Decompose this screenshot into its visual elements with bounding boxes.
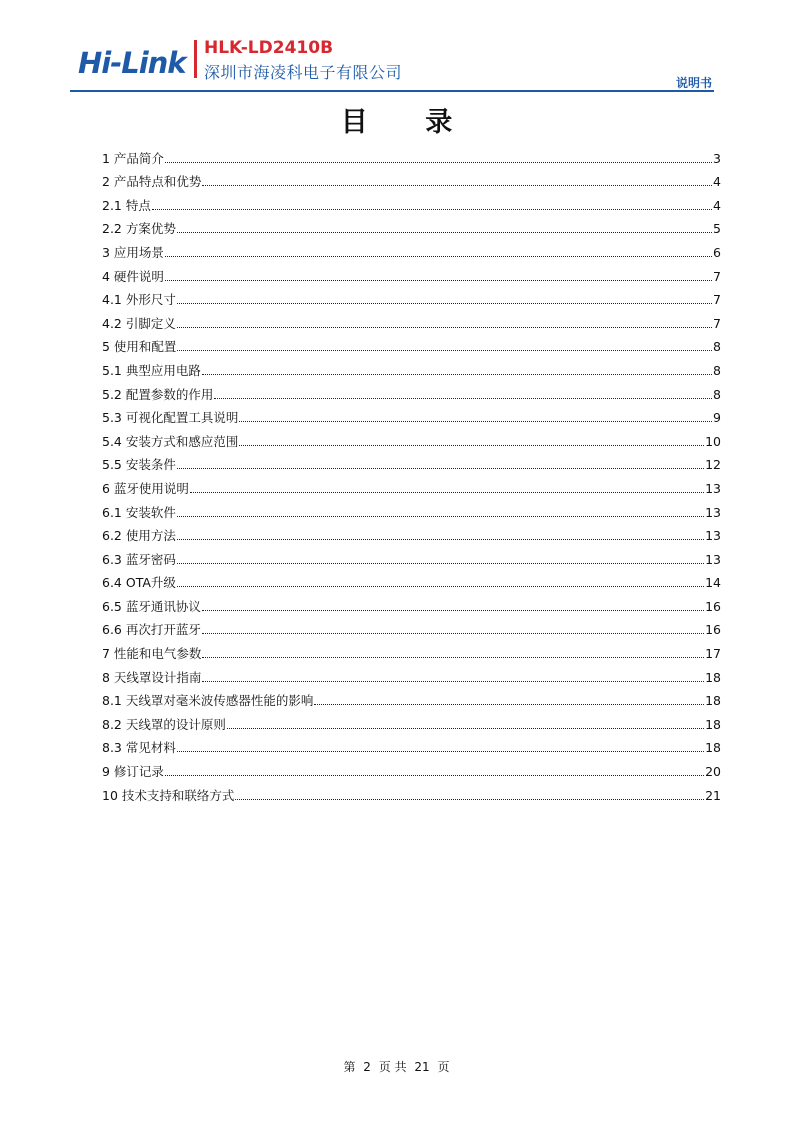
toc-leader-dots bbox=[214, 398, 712, 399]
toc-entry[interactable] bbox=[102, 403, 721, 427]
toc-entry-page: 8 bbox=[713, 339, 721, 355]
toc-entry[interactable] bbox=[102, 332, 721, 356]
toc-entry[interactable] bbox=[102, 709, 721, 733]
toc-entry[interactable] bbox=[102, 426, 721, 450]
page-footer bbox=[0, 1058, 793, 1075]
toc-entry[interactable] bbox=[102, 167, 721, 191]
toc-entry[interactable] bbox=[102, 285, 721, 309]
toc-entry-page: 13 bbox=[705, 480, 721, 496]
toc-entry[interactable] bbox=[102, 355, 721, 379]
toc-entry[interactable] bbox=[102, 756, 721, 780]
toc-entry[interactable] bbox=[102, 521, 721, 545]
toc-leader-dots bbox=[235, 799, 704, 800]
toc-leader-dots bbox=[190, 492, 704, 493]
toc-entry-title: 6.1 安装软件 bbox=[102, 504, 176, 520]
toc-entry[interactable] bbox=[102, 190, 721, 214]
toc-entry-title: 8.2 天线罩的设计原则 bbox=[102, 716, 226, 732]
toc-entry-title: 6.6 再次打开蓝牙 bbox=[102, 622, 201, 638]
toc-entry[interactable] bbox=[102, 497, 721, 521]
toc-entry-title: 2 产品特点和优势 bbox=[102, 174, 202, 190]
toc-leader-dots bbox=[177, 539, 704, 540]
toc-entry-title: 10 技术支持和联络方式 bbox=[102, 787, 235, 803]
toc-leader-dots bbox=[152, 209, 712, 210]
toc-entry-page: 8 bbox=[713, 362, 721, 378]
toc-leader-dots bbox=[202, 185, 712, 186]
toc-entry[interactable] bbox=[102, 214, 721, 238]
hi-link-logo: Hi-Link bbox=[78, 46, 186, 80]
toc-leader-dots bbox=[239, 421, 712, 422]
toc-leader-dots bbox=[177, 563, 704, 564]
toc-entry[interactable] bbox=[102, 591, 721, 615]
toc-entry-title: 4 硬件说明 bbox=[102, 268, 164, 284]
toc-entry-page: 3 bbox=[713, 150, 721, 166]
toc-entry[interactable] bbox=[102, 780, 721, 804]
toc-entry-title: 5.1 典型应用电路 bbox=[102, 362, 201, 378]
header-rule bbox=[70, 90, 714, 92]
footer-total-pages: 21 bbox=[414, 1060, 430, 1074]
toc-entry-page: 7 bbox=[713, 292, 721, 308]
toc-entry[interactable] bbox=[102, 143, 721, 167]
toc-entry-page: 4 bbox=[713, 197, 721, 213]
toc-entry[interactable] bbox=[102, 686, 721, 710]
toc-leader-dots bbox=[177, 586, 704, 587]
toc-entry-page: 8 bbox=[713, 386, 721, 402]
toc-entry-title: 2.1 特点 bbox=[102, 197, 151, 213]
toc-leader-dots bbox=[202, 374, 712, 375]
toc-entry[interactable] bbox=[102, 261, 721, 285]
footer-prefix: 第 bbox=[343, 1060, 356, 1074]
toc-entry-page: 16 bbox=[705, 622, 721, 638]
footer-current-page: 2 bbox=[363, 1060, 371, 1074]
toc-entry-title: 4.1 外形尺寸 bbox=[102, 292, 176, 308]
toc-entry-page: 18 bbox=[705, 716, 721, 732]
toc-entry-title: 6.5 蓝牙通讯协议 bbox=[102, 598, 201, 614]
toc-entry-page: 21 bbox=[705, 787, 721, 803]
toc-entry[interactable] bbox=[102, 379, 721, 403]
toc-entry-title: 7 性能和电气参数 bbox=[102, 646, 202, 662]
toc-entry[interactable] bbox=[102, 662, 721, 686]
toc-entry-page: 17 bbox=[705, 646, 721, 662]
toc-entry[interactable] bbox=[102, 473, 721, 497]
toc-leader-dots bbox=[227, 728, 704, 729]
toc-entry-page: 13 bbox=[705, 551, 721, 567]
toc-leader-dots bbox=[165, 280, 712, 281]
toc-entry-page: 7 bbox=[713, 268, 721, 284]
toc-leader-dots bbox=[177, 303, 712, 304]
toc-entry-title: 3 应用场景 bbox=[102, 244, 164, 260]
toc-entry[interactable] bbox=[102, 615, 721, 639]
footer-mid: 页 共 bbox=[378, 1060, 407, 1074]
toc-entry-title: 5.3 可视化配置工具说明 bbox=[102, 410, 239, 426]
toc-entry-title: 5.4 安装方式和感应范围 bbox=[102, 433, 239, 449]
toc-leader-dots bbox=[239, 445, 704, 446]
document-type: 说明书 bbox=[675, 76, 712, 90]
header-divider-bar bbox=[194, 40, 197, 78]
toc-entry-title: 9 修订记录 bbox=[102, 764, 164, 780]
toc-entry-title: 6 蓝牙使用说明 bbox=[102, 480, 189, 496]
toc-entry-page: 18 bbox=[705, 740, 721, 756]
table-of-contents bbox=[102, 143, 721, 804]
toc-entry-title: 8.3 常见材料 bbox=[102, 740, 176, 756]
toc-entry-page: 13 bbox=[705, 504, 721, 520]
toc-entry-title: 8 天线罩设计指南 bbox=[102, 669, 202, 685]
toc-entry-page: 18 bbox=[705, 669, 721, 685]
toc-entry-title: 5 使用和配置 bbox=[102, 339, 177, 355]
toc-entry-title: 6.4 OTA升级 bbox=[102, 575, 176, 591]
toc-leader-dots bbox=[177, 232, 712, 233]
toc-entry-title: 2.2 方案优势 bbox=[102, 221, 176, 237]
toc-entry-title: 5.5 安装条件 bbox=[102, 457, 176, 473]
toc-leader-dots bbox=[177, 327, 712, 328]
toc-entry-title: 1 产品简介 bbox=[102, 150, 164, 166]
toc-leader-dots bbox=[165, 775, 704, 776]
toc-leader-dots bbox=[202, 633, 704, 634]
toc-entry-page: 7 bbox=[713, 315, 721, 331]
company-name: 深圳市海凌科电子有限公司 bbox=[204, 63, 403, 82]
toc-entry-page: 9 bbox=[713, 410, 721, 426]
toc-entry-page: 14 bbox=[705, 575, 721, 591]
page-title: 目 录 bbox=[340, 107, 477, 138]
toc-entry[interactable] bbox=[102, 733, 721, 757]
toc-entry-title: 6.2 使用方法 bbox=[102, 528, 176, 544]
toc-entry[interactable] bbox=[102, 237, 721, 261]
toc-leader-dots bbox=[165, 256, 712, 257]
toc-entry-page: 12 bbox=[705, 457, 721, 473]
toc-entry-page: 5 bbox=[713, 221, 721, 237]
toc-entry-page: 4 bbox=[713, 174, 721, 190]
footer-suffix: 页 bbox=[437, 1060, 450, 1074]
toc-entry-page: 6 bbox=[713, 244, 721, 260]
toc-leader-dots bbox=[165, 162, 712, 163]
toc-entry[interactable] bbox=[102, 544, 721, 568]
toc-entry[interactable] bbox=[102, 568, 721, 592]
toc-leader-dots bbox=[177, 751, 704, 752]
product-model: HLK-LD2410B bbox=[204, 38, 334, 58]
toc-leader-dots bbox=[202, 681, 704, 682]
toc-entry[interactable] bbox=[102, 308, 721, 332]
toc-leader-dots bbox=[177, 350, 712, 351]
toc-entry-page: 18 bbox=[705, 693, 721, 709]
toc-entry[interactable] bbox=[102, 450, 721, 474]
toc-entry-page: 13 bbox=[705, 528, 721, 544]
toc-leader-dots bbox=[177, 516, 704, 517]
toc-leader-dots bbox=[202, 657, 704, 658]
toc-entry-title: 4.2 引脚定义 bbox=[102, 315, 176, 331]
toc-entry-title: 5.2 配置参数的作用 bbox=[102, 386, 214, 402]
toc-leader-dots bbox=[177, 468, 704, 469]
toc-entry-page: 10 bbox=[705, 433, 721, 449]
toc-entry-page: 20 bbox=[705, 764, 721, 780]
page-header bbox=[78, 38, 714, 92]
toc-entry-title: 8.1 天线罩对毫米波传感器性能的影响 bbox=[102, 693, 314, 709]
toc-entry-title: 6.3 蓝牙密码 bbox=[102, 551, 176, 567]
toc-entry-page: 16 bbox=[705, 598, 721, 614]
toc-entry[interactable] bbox=[102, 638, 721, 662]
toc-leader-dots bbox=[314, 704, 704, 705]
toc-leader-dots bbox=[202, 610, 704, 611]
